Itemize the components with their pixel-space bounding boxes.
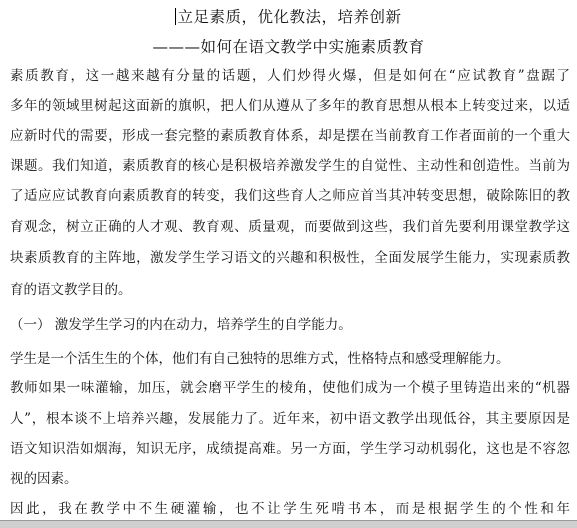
paragraph-line: 教师如果一味灌输，加压，就会磨平学生的棱角，使他们成为一个模子里铸造出来的“机器 bbox=[10, 380, 570, 396]
document-subtitle: ———如何在语文教学中实施素质教育 bbox=[152, 38, 425, 56]
paragraph-line: 育观念，树立正确的人才观、教育观、质量观，而要做到这些，我们首先要利用课堂教学这 bbox=[10, 219, 570, 235]
paragraph-line: 视的因素。 bbox=[10, 471, 78, 487]
section-heading: （一） 激发学生学习的内在动力，培养学生的自学能力。 bbox=[10, 317, 352, 333]
paragraph-line: 课题。我们知道，素质教育的核心是积极培养激发学生的自觉性、主动性和创造性。当前为 bbox=[10, 158, 570, 174]
paragraph-line: 人”，根本谈不上培养兴趣，发展能力了。近年来，初中语文教学出现低谷，其主要原因是 bbox=[10, 411, 570, 427]
paragraph-line: 应新时代的需要，形成一套完整的素质教育体系，却是摆在当前教育工作者面前的一个重大 bbox=[10, 128, 570, 144]
title-text: 立足素质，优化教法，培养创新 bbox=[177, 8, 402, 26]
paragraph-line: 了适应应试教育向素质教育的转变，我们这些育人之师应首当其冲转变思想，破除陈旧的教 bbox=[10, 188, 570, 204]
paragraph-line: 多年的领域里树起这面新的旗帜，把人们从遵从了多年的教育思想从根本上转变过来，以适 bbox=[10, 98, 570, 114]
paragraph-line: 育的语文教学目的。 bbox=[10, 282, 132, 298]
document-title bbox=[0, 5, 577, 27]
paragraph-line: 语文知识浩如烟海，知识无序，成绩提高难。另一方面，学生学习动机弱化，这也是不容忽 bbox=[10, 441, 570, 457]
paragraph-line: 素质教育，这一越来越有分量的话题，人们炒得火爆，但是如何在“应试教育”盘踞了 bbox=[10, 68, 570, 84]
paragraph-line: 因此，我在教学中不生硬灌输，也不让学生死啃书本，而是根据学生的个性和年 bbox=[10, 501, 570, 517]
paragraph-line: 块素质教育的主阵地，激发学生学习语文的兴趣和积极性，全面发展学生能力，实现素质教 bbox=[10, 250, 570, 266]
paragraph-line: 学生是一个活生生的个体，他们有自己独特的思维方式，性格特点和感受理解能力。 bbox=[10, 351, 510, 367]
page-bottom-border bbox=[0, 520, 577, 528]
